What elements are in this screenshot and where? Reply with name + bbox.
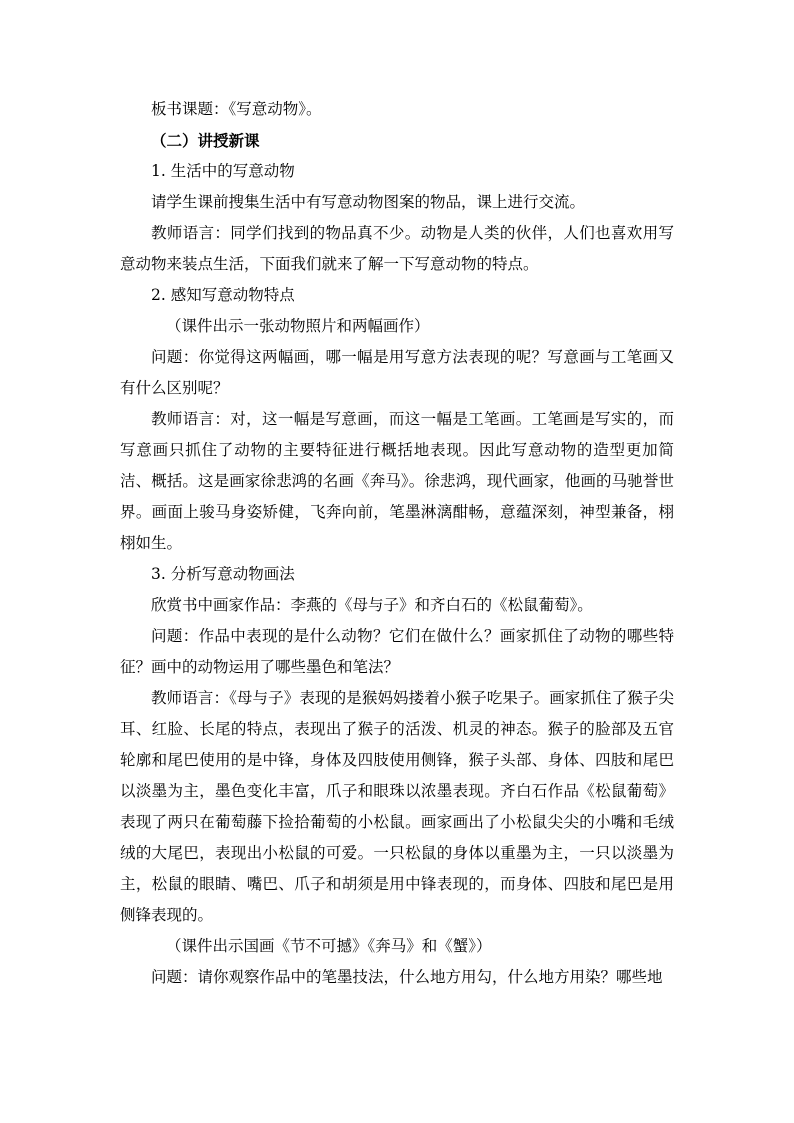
subsection-heading: 3. 分析写意动物画法 bbox=[151, 565, 295, 583]
paragraph: 教师语言：《母与子》表现的是猴妈妈搂着小猴子吃果子。画家抓住了猴子尖耳、红脸、长尾的特点，表现出了猴子的活泼、机灵的神态。猴子的脸部及五官轮廓和尾巴使用的是中锋，身体及四肢使用侧锋，猴子头部、身体、四肢和尾巴以淡墨为主，墨色变化丰富，爪子和眼珠以浓墨表现。齐白石作品《松鼠葡萄》表现了两只在葡萄藤下捡拾葡萄的小松鼠。画家画出了小松鼠尖尖的小嘴和毛绒绒的大尾巴，表现出小松鼠的可爱。一只松鼠的身体以重墨为主，一只以淡墨为主，松鼠的眼睛、嘴巴、爪子和胡须是用中锋表现的，而身体、四肢和尾巴是用侧锋表现的。 bbox=[120, 689, 674, 924]
paragraph: 欣赏书中画家作品：李燕的《母与子》和齐白石的《松鼠葡萄》。 bbox=[151, 596, 593, 614]
paragraph: 问题：请你观察作品中的笔墨技法，什么地方用勾，什么地方用染？哪些地 bbox=[151, 968, 663, 986]
paragraph: 问题：作品中表现的是什么动物？它们在做什么？画家抓住了动物的哪些特征？画中的动物运用了哪些墨色和笔法？ bbox=[120, 627, 674, 676]
courseware-note: （课件出示一张动物照片和两幅画作） bbox=[166, 317, 430, 335]
subsection-heading: 1. 生活中的写意动物 bbox=[151, 162, 295, 180]
paragraph: 请学生课前搜集生活中有写意动物图案的物品，课上进行交流。 bbox=[151, 193, 586, 211]
paragraph: 问题：你觉得这两幅画，哪一幅是用写意方法表现的呢？写意画与工笔画又有什么区别呢？ bbox=[120, 348, 674, 397]
paragraph: 教师语言：同学们找到的物品真不少。动物是人类的伙伴，人们也喜欢用写意动物来装点生活，下面我们就来了解一下写意动物的特点。 bbox=[120, 224, 674, 273]
section-heading: （二）讲授新课 bbox=[151, 131, 260, 150]
paragraph: 教师语言：对，这一幅是写意画，而这一幅是工笔画。工笔画是写实的，而写意画只抓住了动物的主要特征进行概括地表现。因此写意动物的造型更加简洁、概括。这是画家徐悲鸿的名画《奔马》。徐悲鸿，现代画家，他画的马驰誉世界。画面上骏马身姿矫健，飞奔向前，笔墨淋漓酣畅，意蕴深刻，神型兼备，栩栩如生。 bbox=[120, 410, 674, 552]
paragraph: 板书课题：《写意动物》。 bbox=[151, 100, 322, 118]
courseware-note: （课件出示国画《节不可撼》《奔马》和《蟹》） bbox=[166, 937, 492, 955]
subsection-heading: 2. 感知写意动物特点 bbox=[151, 286, 295, 304]
